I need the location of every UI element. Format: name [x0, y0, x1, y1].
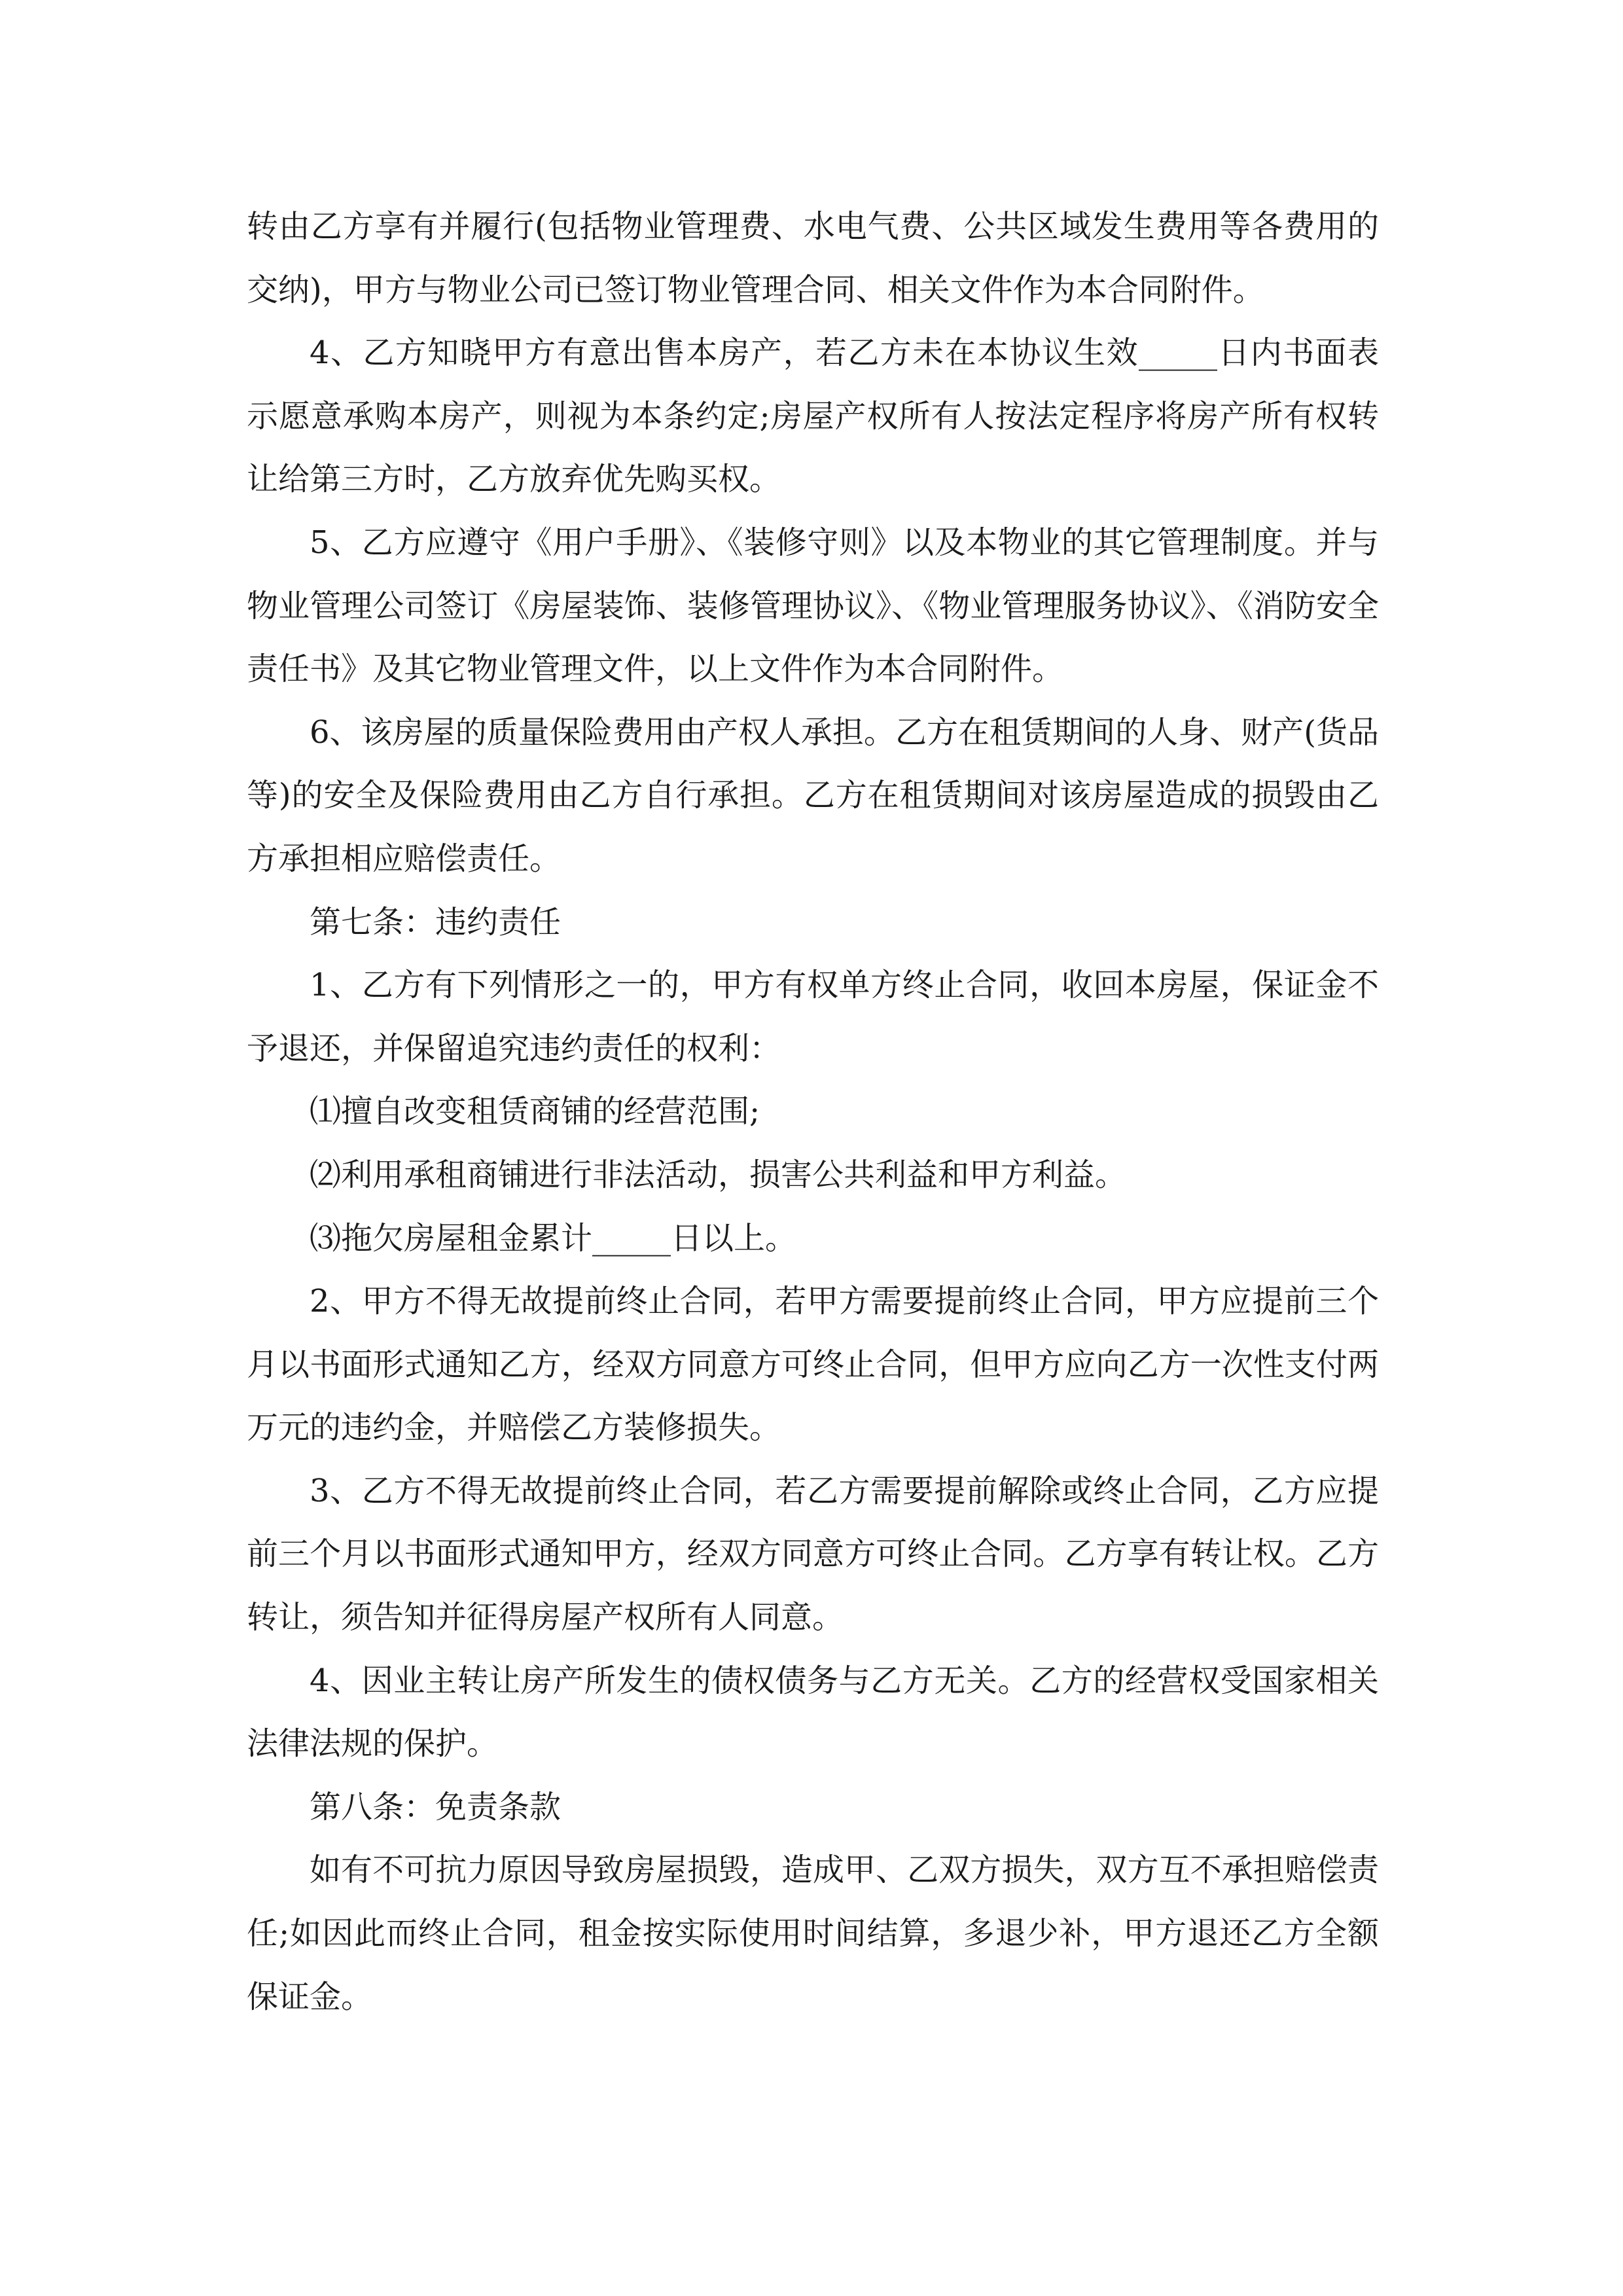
paragraph-continuation: 转由乙方享有并履行(包括物业管理费、水电气费、公共区域发生费用等各费用的交纳)，甲方与物业公司已签订物业管理合同、相关文件作为本合同附件。 — [247, 208, 1379, 308]
list-item-breach-1-3: ⑶拖欠房屋租金累计_____日以上。 — [310, 1219, 797, 1257]
paragraph-breach-1: 1、乙方有下列情形之一的，甲方有权单方终止合同，收回本房屋，保证金不予退还，并保留追究违约责任的权利： — [247, 967, 1379, 1067]
paragraph-clause-4: 4、乙方知晓甲方有意出售本房产，若乙方未在本协议生效_____日内书面表示愿意承购本房产，则视为本条约定;房屋产权所有人按法定程序将房产所有权转让给第三方时，乙方放弃优先购买权。 — [247, 334, 1379, 498]
paragraph-clause-5: 5、乙方应遵守《用户手册》、《装修守则》以及本物业的其它管理制度。并与物业管理公司签订《房屋装饰、装修管理协议》、《物业管理服务协议》、《消防安全责任书》及其它物业管理文件，以上文件作为本合同附件。 — [247, 524, 1379, 688]
section-heading-article-8: 第八条：免责条款 — [310, 1788, 562, 1825]
list-item-breach-1-2: ⑵利用承租商铺进行非法活动，损害公共利益和甲方利益。 — [310, 1156, 1127, 1193]
paragraph-breach-3: 3、乙方不得无故提前终止合同，若乙方需要提前解除或终止合同，乙方应提前三个月以书面形式通知甲方，经双方同意方可终止合同。乙方享有转让权。乙方转让，须告知并征得房屋产权所有人同意。 — [247, 1472, 1379, 1636]
list-item-breach-1-1: ⑴擅自改变租赁商铺的经营范围; — [310, 1093, 760, 1130]
paragraph-breach-2: 2、甲方不得无故提前终止合同，若甲方需要提前终止合同，甲方应提前三个月以书面形式通知乙方，经双方同意方可终止合同，但甲方应向乙方一次性支付两万元的违约金，并赔偿乙方装修损失。 — [247, 1283, 1379, 1446]
document-body — [247, 195, 1379, 2028]
paragraph-breach-4: 4、因业主转让房产所发生的债权债务与乙方无关。乙方的经营权受国家相关法律法规的保护。 — [247, 1662, 1379, 1763]
section-heading-article-7: 第七条：违约责任 — [310, 903, 562, 941]
paragraph-clause-6: 6、该房屋的质量保险费用由产权人承担。乙方在租赁期间的人身、财产(货品等)的安全及保险费用由乙方自行承担。乙方在租赁期间对该房屋造成的损毁由乙方承担相应赔偿责任。 — [247, 713, 1379, 877]
paragraph-exemption: 如有不可抗力原因导致房屋损毁，造成甲、乙双方损失，双方互不承担赔偿责任;如因此而终止合同，租金按实际使用时间结算，多退少补，甲方退还乙方全额保证金。 — [247, 1852, 1379, 2015]
